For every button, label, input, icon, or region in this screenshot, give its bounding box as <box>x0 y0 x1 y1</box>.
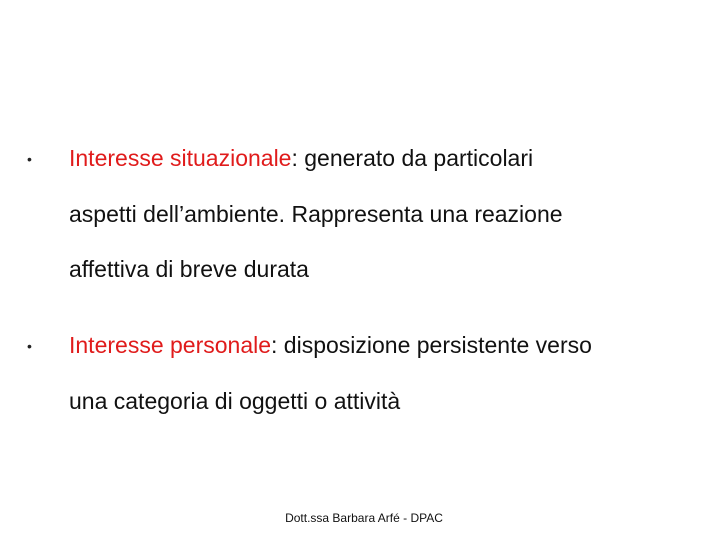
bullet-line: affettiva di breve durata <box>69 256 309 282</box>
slide-footer <box>0 510 720 526</box>
term-separator: : <box>291 145 298 171</box>
term-highlight: Interesse situazionale <box>69 145 292 171</box>
footer-text: Dott.ssa Barbara Arfé - DPAC <box>285 511 443 525</box>
bullet-line: aspetti dell’ambiente. Rappresenta una reazione <box>69 201 563 227</box>
bullet-line <box>69 144 533 172</box>
bullet-line: una categoria di oggetti o attività <box>69 388 401 414</box>
bullet-line <box>69 331 592 359</box>
bullet-text: disposizione persistente verso <box>277 332 592 358</box>
bullet-marker: • <box>27 151 32 167</box>
bullet-marker: • <box>27 338 32 354</box>
term-highlight: Interesse personale <box>69 332 272 358</box>
term-separator: : <box>271 332 278 358</box>
bullet-text: generato da particolari <box>297 145 534 171</box>
